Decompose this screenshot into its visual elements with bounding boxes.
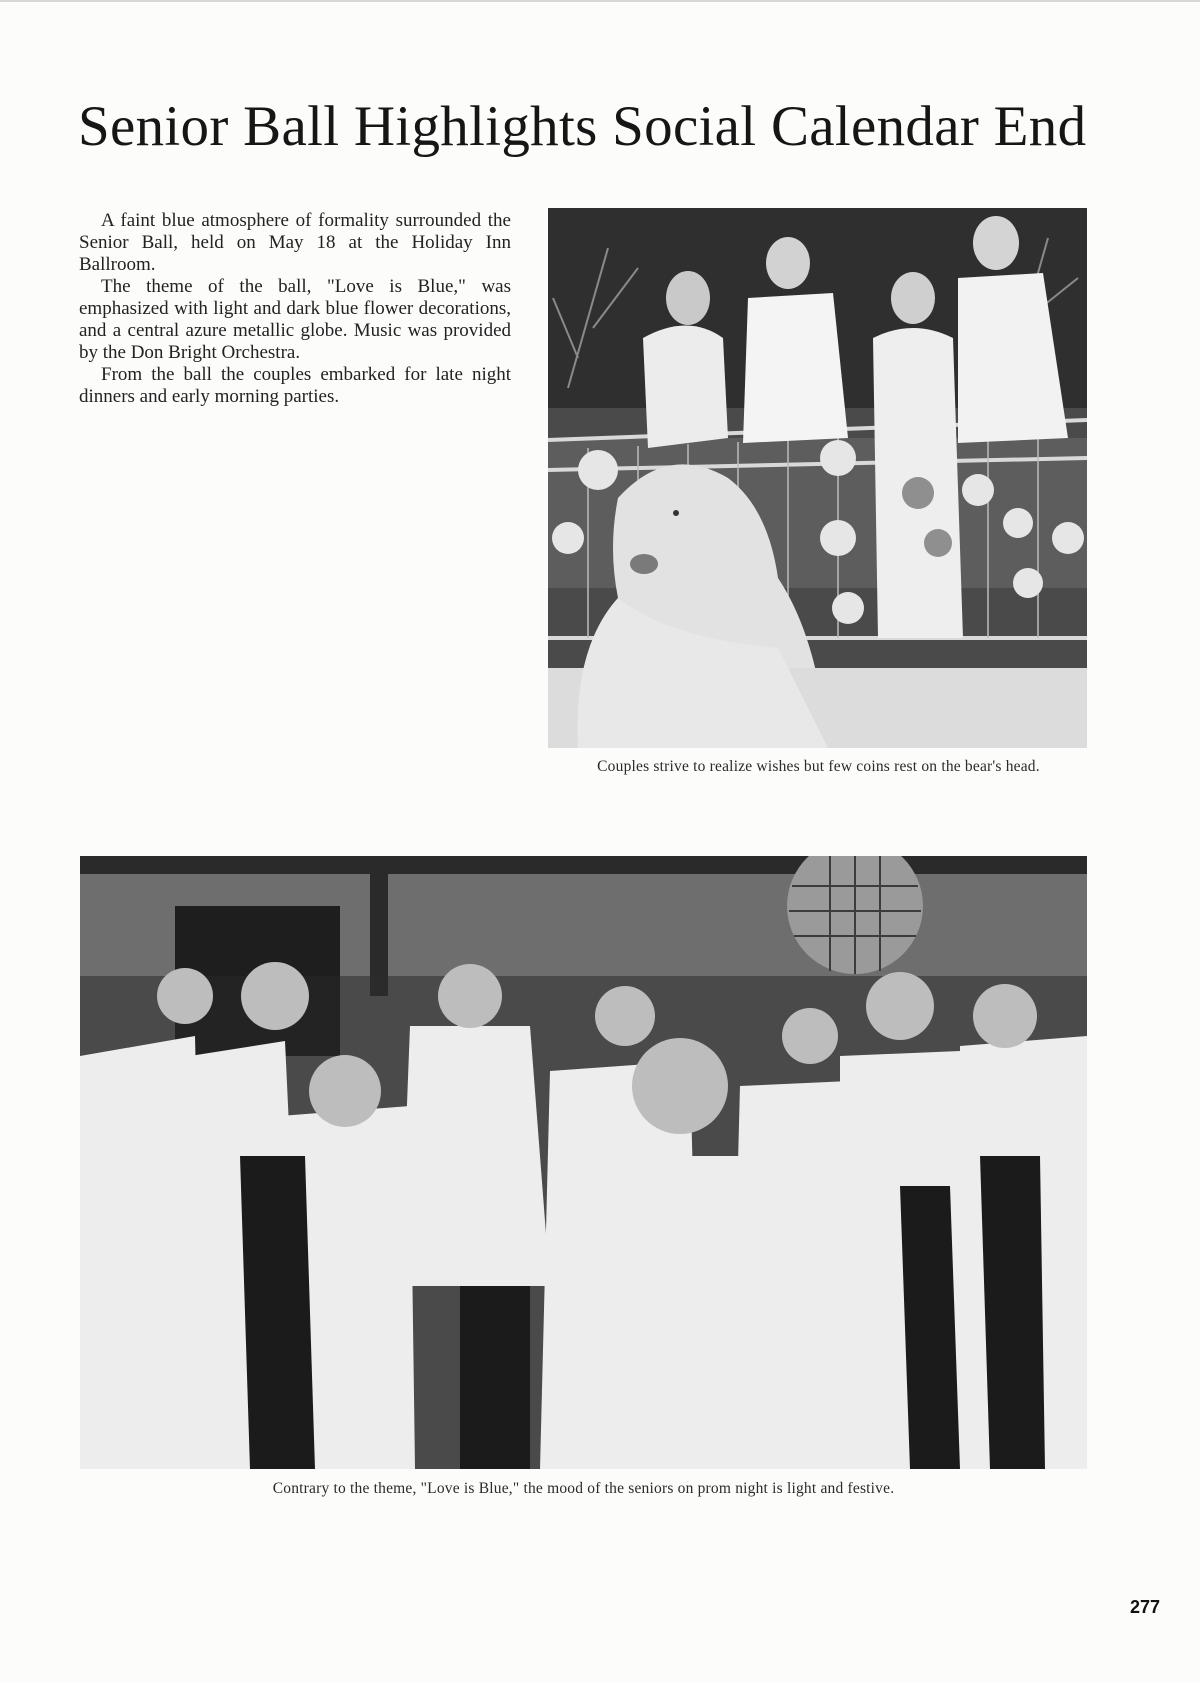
photo-dancing-couples xyxy=(80,856,1087,1469)
body-paragraph: The theme of the ball, "Love is Blue," was emphasized with light and dark blue flower decorations, and a central azure metallic globe. Music was provided by the Don Bright Orchestra. xyxy=(79,276,511,363)
page-number: 277 xyxy=(1129,1597,1160,1617)
article-body xyxy=(79,210,511,408)
page-top-edge xyxy=(0,0,1200,2)
page-headline: Senior Ball Highlights Social Calendar End xyxy=(78,95,1087,158)
body-paragraph: A faint blue atmosphere of formality surrounded the Senior Ball, held on May 18 at the Holiday Inn Ballroom. xyxy=(79,210,511,275)
photo-couples-with-bear-illustration xyxy=(548,208,1087,748)
photo-caption: Couples strive to realize wishes but few coins rest on the bear's head. xyxy=(597,758,1040,775)
photo-caption: Contrary to the theme, "Love is Blue," the mood of the seniors on prom night is light and festive. xyxy=(272,1480,895,1497)
body-paragraph: From the ball the couples embarked for late night dinners and early morning parties. xyxy=(79,364,511,407)
photo-couples-with-bear xyxy=(548,208,1087,748)
photo-dancing-couples-illustration xyxy=(80,856,1087,1469)
